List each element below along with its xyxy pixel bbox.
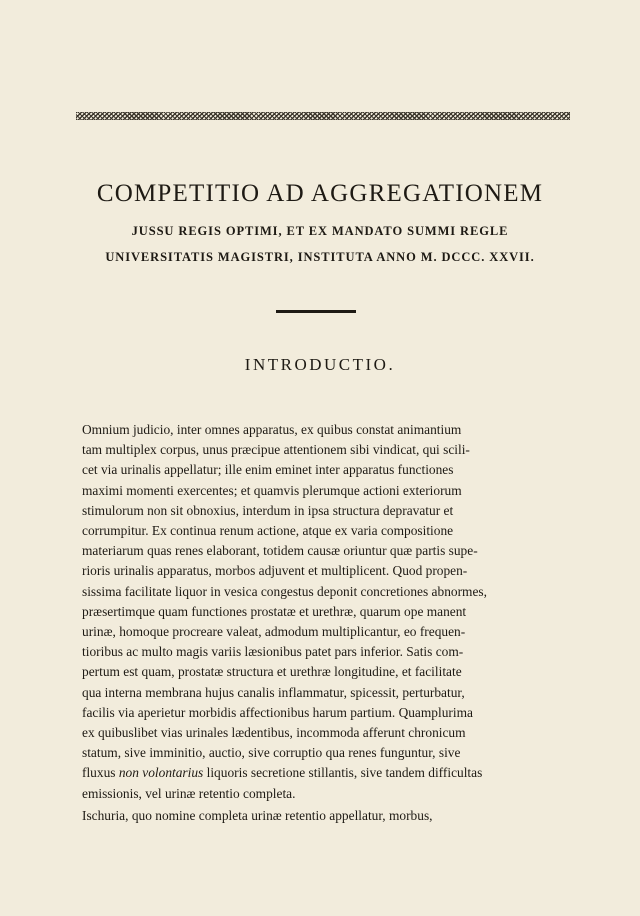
paragraph-start-line: Ischuria, quo nomine completa urinæ retentio appellatur, morbus,	[82, 807, 433, 823]
text-line: emissionis, vel urinæ retentio completa.	[82, 785, 296, 801]
text-line: statum, sive imminitio, auctio, sive corruptio qua renes funguntur, sive	[82, 745, 461, 761]
text-line	[82, 763, 568, 783]
text-line: materiarum quas renes elaborant, totidem causæ oriuntur quæ partis supe-	[82, 543, 478, 559]
subtitle-line-2: UNIVERSITATIS MAGISTRI, INSTITUTA ANNO M. DCCC. XXVII.	[105, 250, 535, 264]
section-heading: INTRODUCTIO.	[244, 355, 396, 374]
text-line: ex quibuslibet vias urinales lædentibus, incommoda afferunt chronicum	[82, 725, 466, 741]
text-line: tam multiplex corpus, unus præcipue attentionem sibi vindicat, qui scili-	[82, 442, 470, 458]
text-line: qua interna membrana hujus canalis inflammatur, spicessit, perturbatur,	[82, 684, 465, 700]
text-segment: fluxus	[82, 765, 119, 781]
separator-rule	[276, 310, 356, 313]
text-line: tioribus ac multo magis variis læsionibus patet pars inferior. Satis com-	[82, 644, 464, 660]
body-text	[82, 420, 568, 826]
text-line: urinæ, homoque procreare valeat, admodum multiplicantur, eo frequen-	[82, 624, 466, 640]
text-line: corrumpitur. Ex continua renum actione, atque ex varia compositione	[82, 523, 454, 539]
text-line: Omnium judicio, inter omnes apparatus, ex quibus constat animantium	[82, 422, 462, 437]
text-line: facilis via aperietur morbidis affectionibus harum partium. Quamplurima	[82, 704, 473, 720]
decorative-border	[76, 112, 570, 120]
text-line: cet via urinalis appellatur; ille enim eminet inter apparatus functiones	[82, 462, 454, 478]
italic-phrase: non volontarius	[118, 765, 204, 781]
text-line: præsertimque quam functiones prostatæ et urethræ, quarum ope manent	[82, 603, 467, 619]
text-line: stimulorum non sit obnoxius, interdum in ipsa structura depravatur et	[82, 502, 454, 518]
text-line: pertum est quam, prostatæ structura et urethræ longitudine, et facilitate	[82, 664, 462, 680]
page-title: COMPETITIO AD AGGREGATIONEM	[96, 180, 544, 207]
subtitle-line-1: JUSSU REGIS OPTIMI, ET EX MANDATO SUMMI REGLE	[131, 224, 509, 238]
text-line: sissima facilitate liquor in vesica congestus deponit concretiones abnormes,	[82, 583, 487, 599]
text-segment: liquoris secretione stillantis, sive tandem difficultas	[203, 765, 483, 781]
text-line: rioris urinalis apparatus, morbos adjuvent et multiplicent. Quod propen-	[82, 563, 468, 579]
text-line: maximi momenti exercentes; et quamvis plerumque actioni exteriorum	[82, 482, 462, 498]
